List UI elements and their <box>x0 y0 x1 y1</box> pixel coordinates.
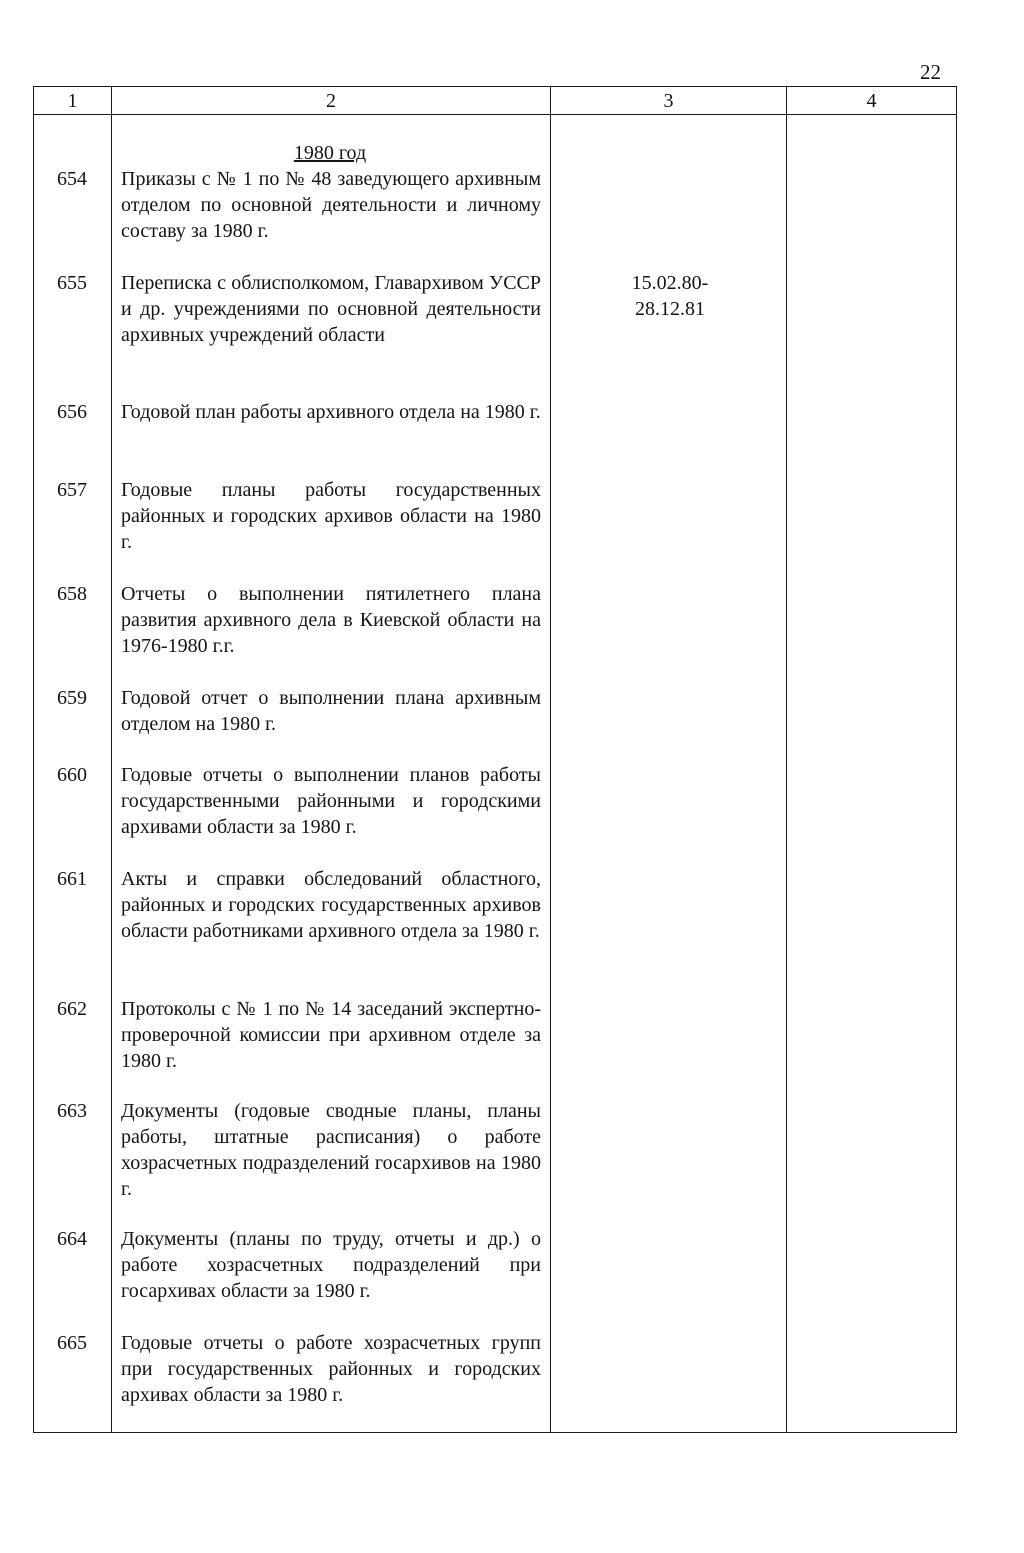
header-divider <box>33 114 957 115</box>
column-divider <box>111 86 112 1433</box>
page-number: 22 <box>920 60 941 84</box>
row-title: Годовой отчет о выполнении плана архивным отделом на 1980 г. <box>121 687 541 735</box>
column-header-2: 2 <box>326 90 336 112</box>
column-header-1: 1 <box>67 90 78 112</box>
row-number: 659 <box>57 687 87 709</box>
column-divider <box>550 86 551 1433</box>
row-number: 663 <box>57 1100 87 1122</box>
row-number: 661 <box>57 868 87 890</box>
row-number: 665 <box>57 1332 87 1354</box>
row-title: Годовые отчеты о выполнении планов работы государственными районными и городскими архивами области за 1980 г. <box>121 764 541 838</box>
row-number: 662 <box>57 998 87 1020</box>
date-start: 15.02.80- <box>631 272 709 294</box>
year-heading: 1980 год <box>293 142 367 164</box>
row-number: 660 <box>57 764 87 786</box>
row-title: Переписка с облисполкомом, Главархивом УССР и др. учреждениями по основной деятельности архивных учреждений области <box>121 272 541 346</box>
row-title: Акты и справки обследований областного, районных и городских государственных архивов области работниками архивного отдела за 1980 г. <box>121 868 541 942</box>
row-title: Годовые отчеты о работе хозрасчетных групп при государственных районных и городских архивах области за 1980 г. <box>121 1332 541 1406</box>
row-title: Приказы с № 1 по № 48 заведующего архивным отделом по основной деятельности и личному составу за 1980 г. <box>121 168 541 242</box>
row-number: 664 <box>57 1228 87 1250</box>
row-date-range <box>560 270 780 322</box>
column-header-4: 4 <box>866 90 877 112</box>
date-end: 28.12.81 <box>635 298 705 320</box>
row-number: 655 <box>57 272 87 294</box>
row-number: 657 <box>57 479 87 501</box>
column-header-3: 3 <box>663 90 674 112</box>
row-title: Документы (планы по труду, отчеты и др.) о работе хозрасчетных подразделений при госархивах области за 1980 г. <box>121 1228 541 1302</box>
row-title: Отчеты о выполнении пятилетнего плана развития архивного дела в Киевской области на 1976-1980 г.г. <box>121 583 541 657</box>
row-title: Годовой план работы архивного отдела на 1980 г. <box>121 401 541 423</box>
row-title: Протоколы с № 1 по № 14 заседаний экспертно-проверочной комиссии при архивном отделе за 1980 г. <box>121 998 541 1072</box>
column-divider <box>786 86 787 1433</box>
row-number: 654 <box>57 168 87 190</box>
row-title: Документы (годовые сводные планы, планы работы, штатные расписания) о работе хозрасчетных подразделений госархивов на 1980 г. <box>121 1100 541 1200</box>
row-number: 658 <box>57 583 87 605</box>
row-number: 656 <box>57 401 87 423</box>
row-title: Годовые планы работы государственных районных и городских архивов области на 1980 г. <box>121 479 541 553</box>
